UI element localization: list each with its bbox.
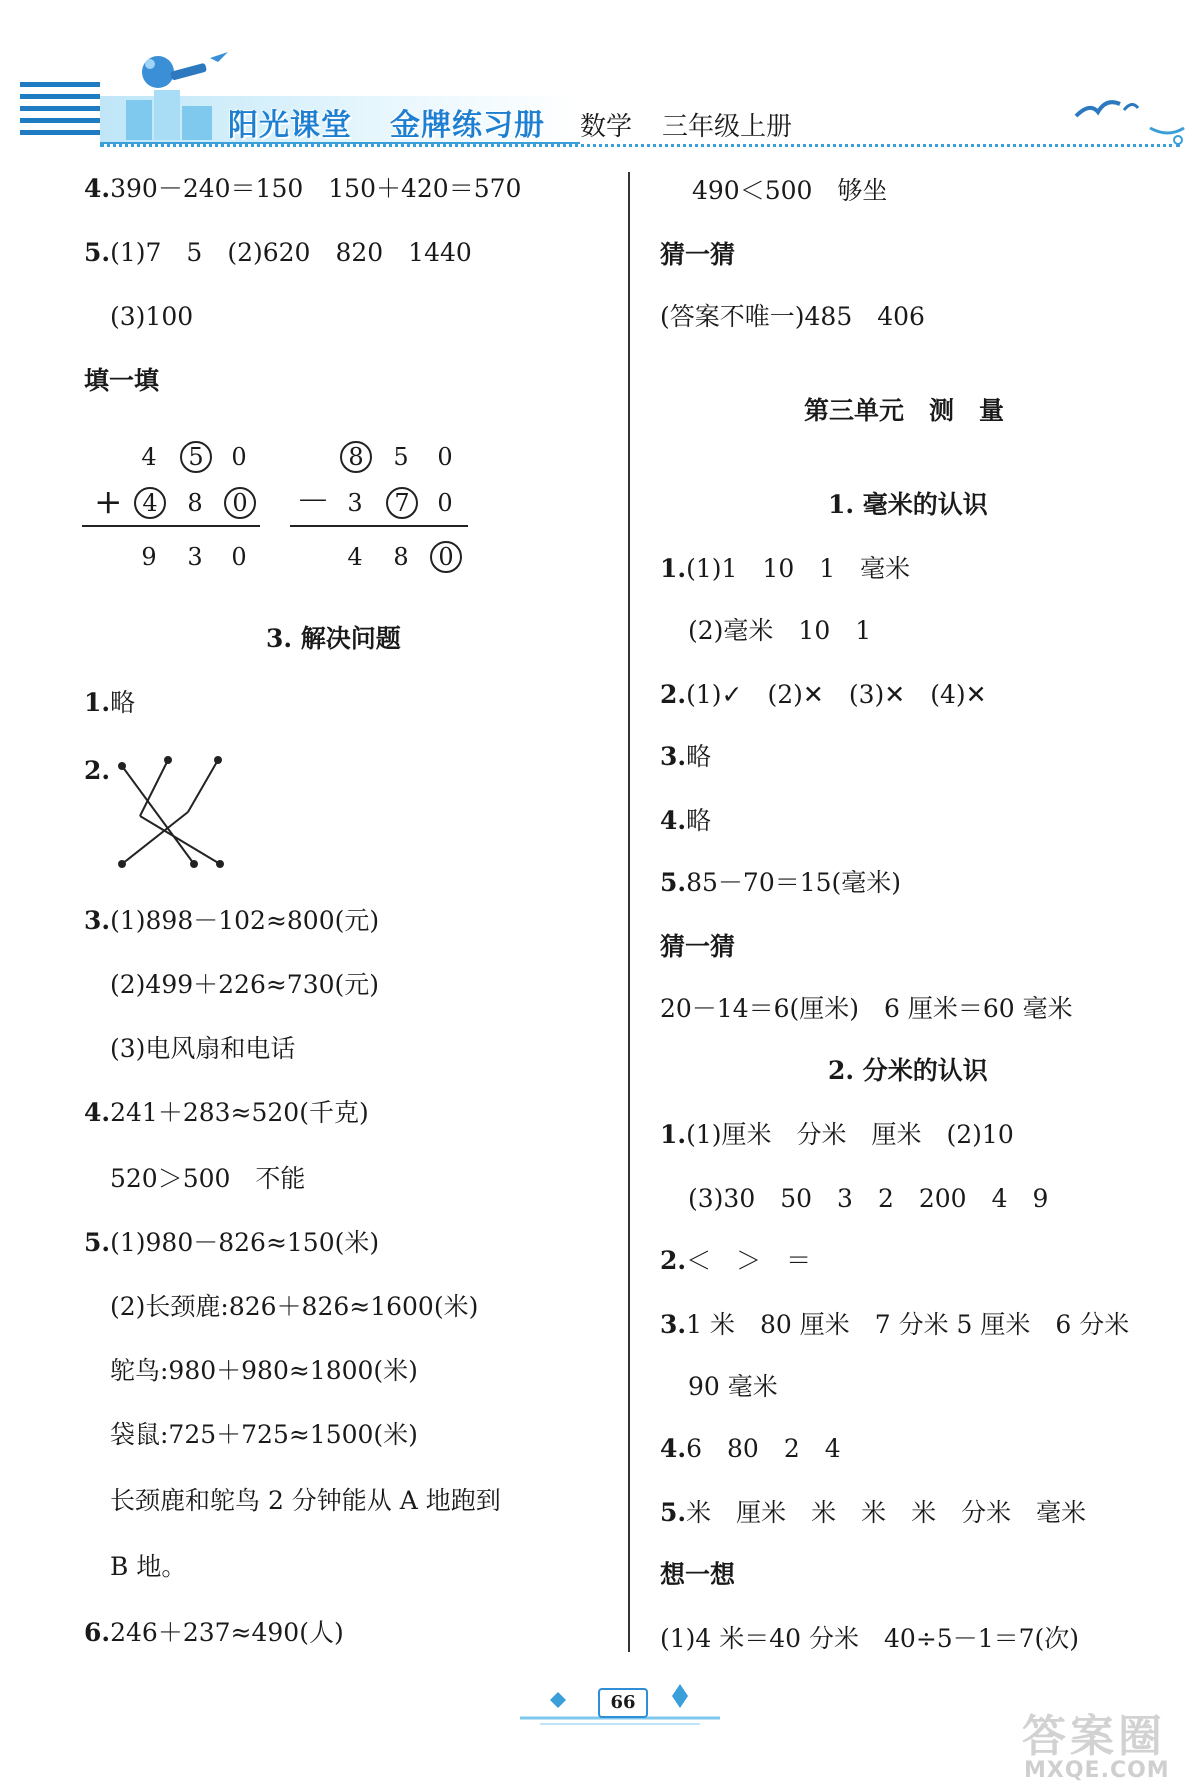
s3-q5-kangaroo: 袋鼠:725＋725≈1500(米) bbox=[110, 1420, 418, 1449]
s3-q5-part2: (2)长颈鹿:826＋826≈1600(米) bbox=[110, 1292, 479, 1321]
q-number: 3. bbox=[84, 906, 111, 935]
s3-q4 bbox=[84, 1098, 369, 1128]
page-number: 66 bbox=[598, 1688, 648, 1718]
q-answer: 241＋283≈520(千克) bbox=[110, 1098, 369, 1127]
watermark bbox=[1018, 1700, 1198, 1788]
s3-q5-conclusion: 长颈鹿和鸵鸟 2 分钟能从 A 地跑到 bbox=[110, 1486, 501, 1515]
q-answer: 390－240＝150 150＋420＝570 bbox=[110, 174, 522, 203]
section-title-solve: 3. 解决问题 bbox=[266, 624, 401, 653]
q-number: 4. bbox=[660, 1434, 687, 1463]
q-number: 4. bbox=[84, 1098, 111, 1127]
digit: 8 bbox=[393, 543, 409, 571]
s3-q5 bbox=[84, 1228, 379, 1258]
guess-answer-2: 20－14＝6(厘米) 6 厘米＝60 毫米 bbox=[660, 994, 1073, 1023]
q-number: 2. bbox=[84, 756, 111, 785]
subject-label: 数学 bbox=[580, 112, 633, 142]
header-stripes bbox=[20, 82, 100, 142]
q-number: 5. bbox=[84, 1228, 111, 1257]
q-answer: 米 厘米 米 米 米 分米 毫米 bbox=[686, 1498, 1087, 1527]
q-number: 4. bbox=[660, 806, 687, 835]
mm-q2 bbox=[660, 680, 987, 710]
digit: 3 bbox=[187, 543, 203, 571]
filled-digit: 0 bbox=[224, 487, 256, 519]
digit: 3 bbox=[347, 489, 363, 517]
s3-q3-part3: (3)电风扇和电话 bbox=[110, 1034, 296, 1063]
filled-digit: 4 bbox=[134, 487, 166, 519]
s3-q5-ostrich: 鸵鸟:980＋980≈1800(米) bbox=[110, 1356, 418, 1385]
q-number: 3. bbox=[660, 742, 687, 771]
digit: 0 bbox=[231, 543, 247, 571]
dm-q5 bbox=[660, 1498, 1086, 1528]
q-answer: 略 bbox=[110, 688, 136, 717]
q-answer: 85－70＝15(毫米) bbox=[686, 868, 902, 897]
q-answer: ＜ ＞ ＝ bbox=[686, 1246, 812, 1275]
filled-digit: 0 bbox=[430, 541, 462, 573]
q-number: 3. bbox=[660, 1310, 687, 1339]
digit: 4 bbox=[141, 443, 157, 471]
digit: 9 bbox=[141, 543, 157, 571]
digit: 4 bbox=[347, 543, 363, 571]
q-number: 5. bbox=[660, 1498, 687, 1527]
sum-line bbox=[82, 525, 260, 527]
q-number: 5. bbox=[660, 868, 687, 897]
grade-label: 三年级上册 bbox=[662, 112, 793, 142]
q-answer: 略 bbox=[686, 742, 712, 771]
q-answer: 1 米 80 厘米 7 分米 5 厘米 6 分米 bbox=[686, 1310, 1130, 1339]
digit: 8 bbox=[187, 489, 203, 517]
q-number: 1. bbox=[660, 554, 687, 583]
guess-title: 猜一猜 bbox=[660, 240, 736, 269]
q-number: 1. bbox=[660, 1120, 687, 1149]
dm-q3-part2: 90 毫米 bbox=[688, 1372, 778, 1401]
q-number: 2. bbox=[660, 680, 687, 709]
matching-lines-diagram bbox=[112, 752, 232, 872]
subject-grade bbox=[580, 106, 822, 143]
q-answer: (1)7 5 (2)620 820 1440 bbox=[110, 238, 472, 267]
s3-q4-part2: 520＞500 不能 bbox=[110, 1164, 306, 1193]
header-rule bbox=[100, 144, 1180, 147]
mm-q1-part2: (2)毫米 10 1 bbox=[688, 616, 872, 645]
mm-q3 bbox=[660, 742, 711, 772]
s3-q5-conclusion-end: B 地。 bbox=[110, 1552, 187, 1581]
guess-title-2: 猜一猜 bbox=[660, 932, 736, 961]
mm-q4 bbox=[660, 806, 711, 836]
think-title: 想一想 bbox=[660, 1560, 736, 1589]
s3-q6 bbox=[84, 1618, 344, 1648]
watermark-logo: 答案圈 bbox=[1022, 1711, 1166, 1762]
plus-sign: + bbox=[94, 482, 123, 522]
minus-sign: － bbox=[296, 482, 330, 522]
s3-q3-part2: (2)499＋226≈730(元) bbox=[110, 970, 380, 999]
q-answer: (1)厘米 分米 厘米 (2)10 bbox=[686, 1120, 1014, 1149]
q-answer: 6 80 2 4 bbox=[686, 1434, 841, 1463]
q-answer: (1)898－102≈800(元) bbox=[110, 906, 380, 935]
q-answer: 246＋237≈490(人) bbox=[110, 1618, 344, 1647]
column-divider bbox=[628, 172, 630, 1652]
seagulls-icon bbox=[1068, 88, 1188, 148]
q-number: 2. bbox=[660, 1246, 687, 1275]
s3-q1 bbox=[84, 688, 135, 718]
left-q4 bbox=[84, 174, 521, 204]
section-title-dm: 2. 分米的认识 bbox=[828, 1056, 988, 1085]
mm-q1 bbox=[660, 554, 910, 584]
filled-digit: 5 bbox=[180, 441, 212, 473]
q-answer: (1)1 10 1 毫米 bbox=[686, 554, 911, 583]
q-number: 5. bbox=[84, 238, 111, 267]
q-answer: (1)✓ (2)✕ (3)✕ (4)✕ bbox=[686, 680, 987, 709]
unit-title: 第三单元 测 量 bbox=[804, 396, 1005, 425]
s3-q2 bbox=[84, 756, 110, 786]
q-number: 1. bbox=[84, 688, 111, 717]
right-continued: 490＜500 够坐 bbox=[692, 176, 888, 205]
dm-q1-part3: (3)30 50 3 2 200 4 9 bbox=[688, 1184, 1049, 1213]
q-answer: (1)980－826≈150(米) bbox=[110, 1228, 380, 1257]
series-brand bbox=[228, 100, 583, 144]
digit: 0 bbox=[437, 443, 453, 471]
guess-answer: (答案不唯一)485 406 bbox=[660, 302, 925, 331]
filled-digit: 8 bbox=[340, 441, 372, 473]
q-number: 4. bbox=[84, 174, 111, 203]
mm-q5 bbox=[660, 868, 901, 898]
difference-line bbox=[290, 525, 468, 527]
brand-part2: 金牌练习册 bbox=[390, 108, 545, 143]
left-q5-part3: (3)100 bbox=[110, 302, 194, 331]
digit: 5 bbox=[393, 443, 409, 471]
left-q5 bbox=[84, 238, 472, 268]
digit: 0 bbox=[231, 443, 247, 471]
dm-q1 bbox=[660, 1120, 1014, 1150]
watermark-url: MXQE.COM bbox=[1024, 1758, 1170, 1783]
q-answer: 略 bbox=[686, 806, 712, 835]
think-answer: (1)4 米＝40 分米 40÷5－1＝7(次) bbox=[660, 1624, 1080, 1653]
boy-with-telescope-icon bbox=[120, 50, 230, 142]
dm-q4 bbox=[660, 1434, 841, 1464]
s3-q3 bbox=[84, 906, 379, 936]
brand-part1: 阳光课堂 bbox=[228, 108, 352, 143]
filled-digit: 7 bbox=[386, 487, 418, 519]
dm-q3 bbox=[660, 1310, 1129, 1340]
q-number: 6. bbox=[84, 1618, 111, 1647]
section-title-mm: 1. 毫米的认识 bbox=[828, 490, 988, 519]
dm-q2 bbox=[660, 1246, 811, 1276]
fill-in-title: 填一填 bbox=[84, 366, 160, 395]
digit: 0 bbox=[437, 489, 453, 517]
